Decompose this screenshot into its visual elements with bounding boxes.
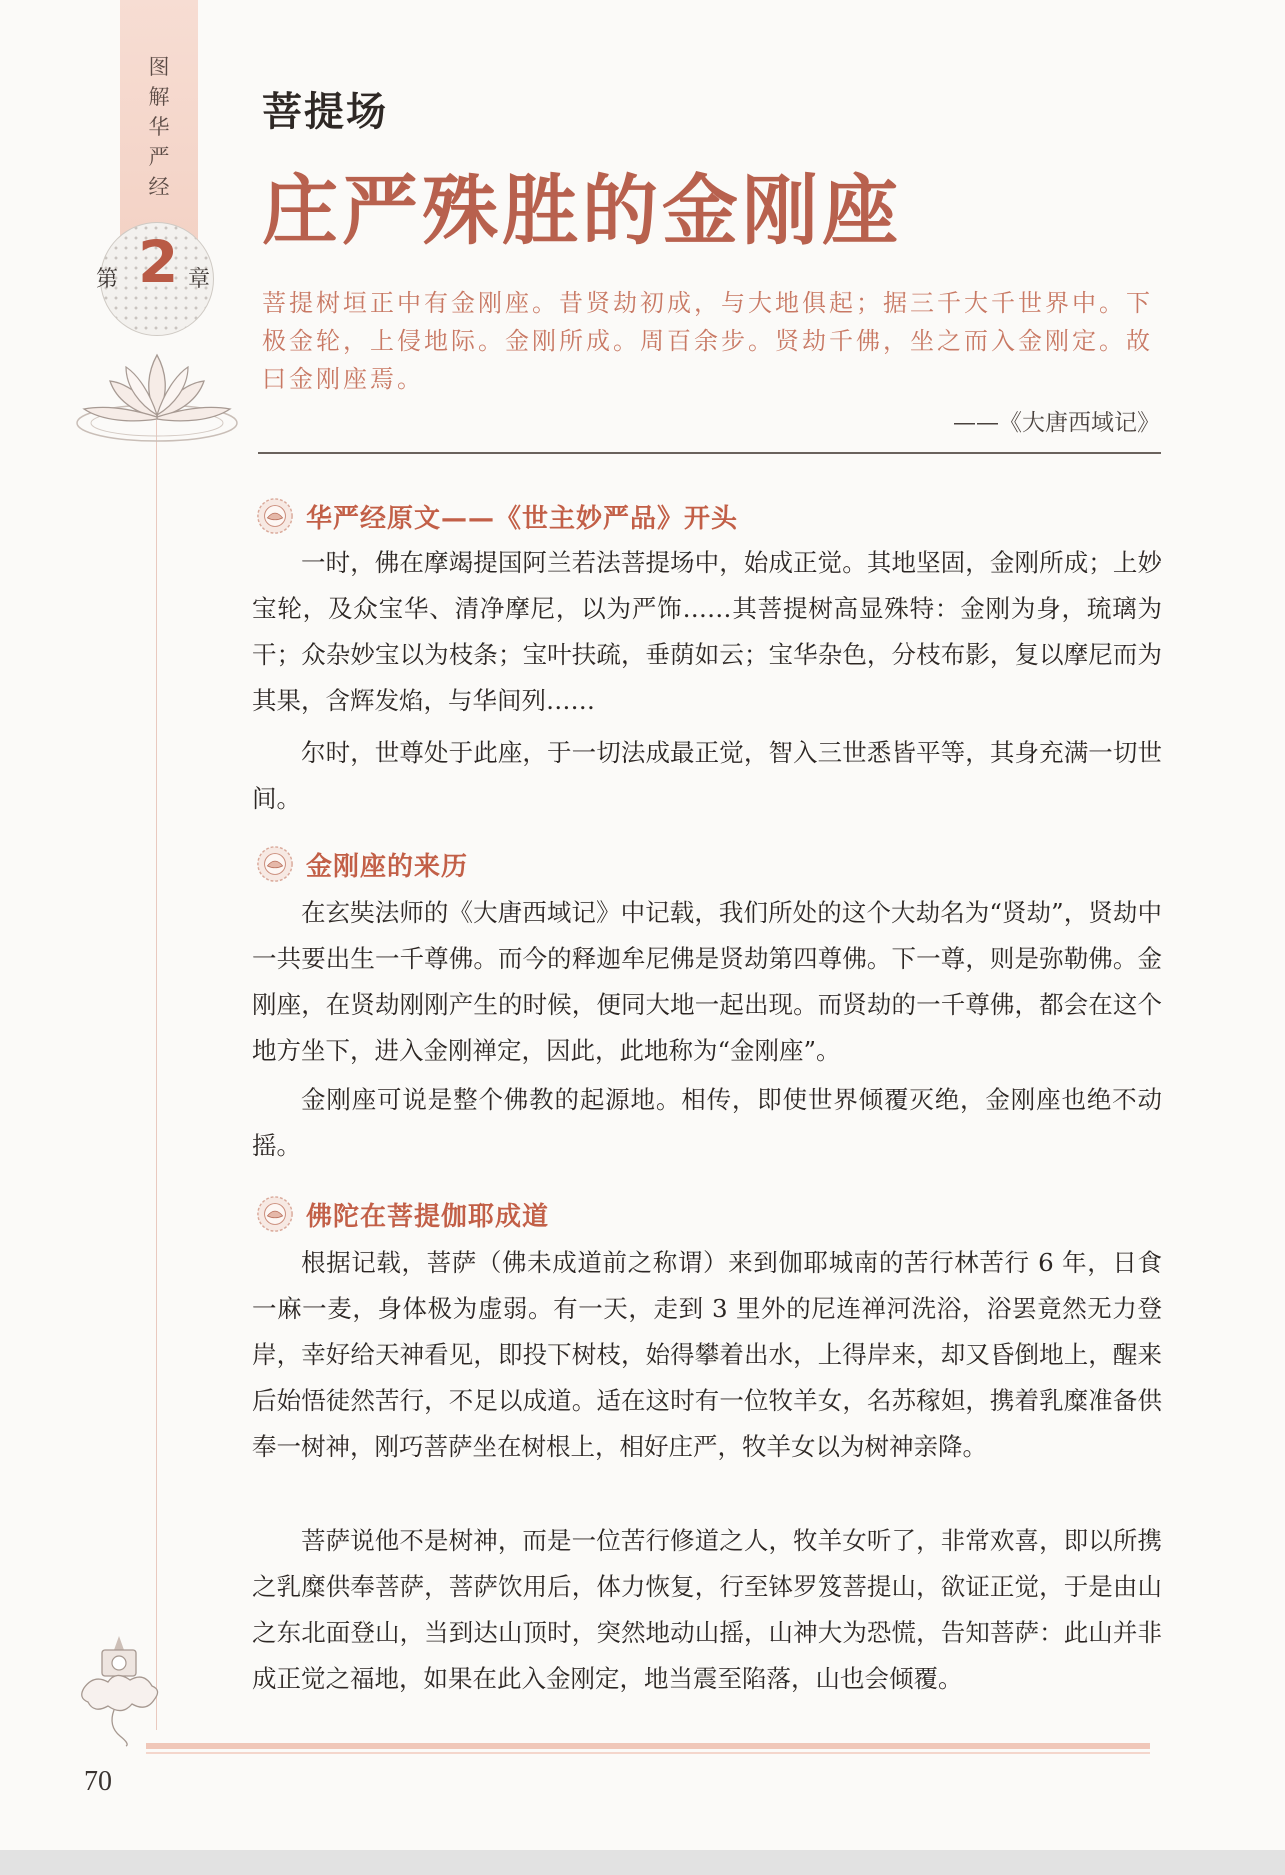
section-paragraph: 一时，佛在摩竭提国阿兰若法菩提场中，始成正觉。其地坚固，金刚所成；上妙宝轮，及众宝华、清净摩尼，以为严饰……其菩提树高显殊特：金刚为身，琉璃为干；众杂妙宝以为枝条；宝叶扶疏，垂荫如云；宝华杂色，分枝布影，复以摩尼而为其果，含辉发焰，与华间列…… (252, 548, 1162, 715)
section-title: 金刚座的来历 (306, 851, 469, 882)
lotus-medallion-icon (256, 845, 294, 883)
section-title: 佛陀在菩提伽耶成道 (306, 1201, 550, 1232)
footer-rule-thin (146, 1752, 1150, 1754)
epigraph-quote: 菩提树垣正中有金刚座。昔贤劫初成，与大地俱起；据三千大千世界中。下极金轮，上侵地际。金刚所成。周百余步。贤劫千佛，坐之而入金刚定。故曰金刚座焉。 (262, 289, 1153, 393)
chapter-prefix: 第 (96, 267, 119, 292)
lotus-medallion-icon (256, 497, 294, 535)
page-title: 庄严殊胜的金刚座 (262, 166, 902, 255)
section-paragraph: 尔时，世尊处于此座，于一切法成最正觉，智入三世悉皆平等，其身充满一切世间。 (252, 738, 1162, 813)
cloud-emblem-icon (74, 1628, 164, 1748)
series-title: 图解华严经 (148, 55, 170, 199)
scan-bottom-edge (0, 1850, 1285, 1875)
section-title: 华严经原文——《世主妙严品》开头 (306, 503, 739, 534)
footer-rule (146, 1743, 1150, 1749)
section-paragraph: 金刚座可说是整个佛教的起源地。相传，即使世界倾覆灭绝，金刚座也绝不动摇。 (252, 1085, 1162, 1160)
page-number: 70 (84, 1766, 112, 1797)
page-subtitle: 菩提场 (262, 88, 388, 135)
margin-line (156, 420, 157, 1730)
lotus-flower-icon (72, 345, 242, 445)
chapter-badge (96, 222, 212, 347)
header-divider (258, 452, 1161, 454)
section-heading-1 (256, 494, 738, 538)
section-paragraph: 根据记载，菩萨（佛未成道前之称谓）来到伽耶城南的苦行林苦行 6 年，日食一麻一麦，身体极为虚弱。有一天，走到 3 里外的尼连禅河洗浴，浴罢竟然无力登岸，幸好给天神看见，即投下树枝，始得攀着出水，上得岸来，却又昏倒地上，醒来后始悟徒然苦行，不足以成道。适在这时有一位牧羊女，名苏稼妲，携着乳糜准备供奉一树神，刚巧菩萨坐在树根上，相好庄严，牧羊女以为树神亲降。 (252, 1248, 1162, 1461)
section-paragraph: 菩萨说他不是树神，而是一位苦行修道之人，牧羊女听了，非常欢喜，即以所携之乳糜供奉菩萨，菩萨饮用后，体力恢复，行至钵罗笈菩提山，欲证正觉，于是由山之东北面登山，当到达山顶时，突然地动山摇，山神大为恐慌，告知菩萨：此山并非成正觉之福地，如果在此入金刚定，地当震至陷落，山也会倾覆。 (252, 1526, 1162, 1693)
epigraph-source: ——《大唐西域记》 (953, 410, 1160, 436)
section-paragraph: 在玄奘法师的《大唐西域记》中记载，我们所处的这个大劫名为“贤劫”，贤劫中一共要出生一千尊佛。而今的释迦牟尼佛是贤劫第四尊佛。下一尊，则是弥勒佛。金刚座，在贤劫刚刚产生的时候，便同大地一起出现。而贤劫的一千尊佛，都会在这个地方坐下，进入金刚禅定，因此，此地称为“金刚座”。 (252, 898, 1162, 1065)
section-heading-3 (256, 1192, 549, 1236)
section-heading-2 (256, 842, 468, 886)
lotus-medallion-icon (256, 1195, 294, 1233)
chapter-suffix: 章 (188, 267, 211, 292)
chapter-number: 2 (138, 228, 179, 296)
